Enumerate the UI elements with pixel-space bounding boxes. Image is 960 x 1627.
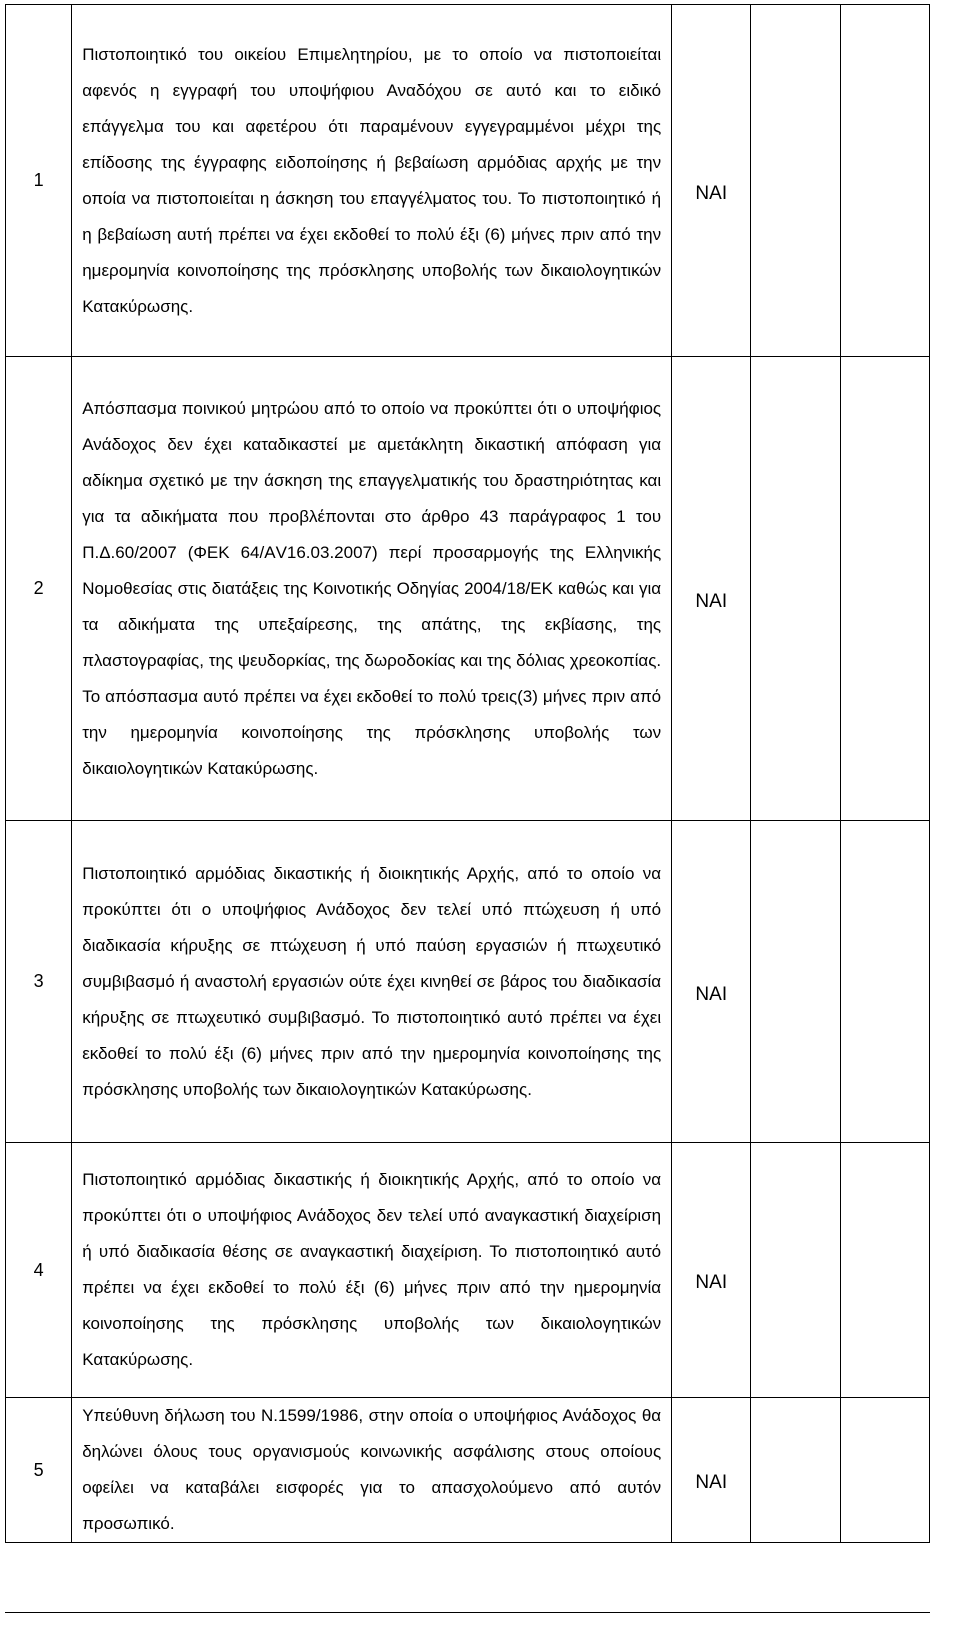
row-number: 4 [33,1259,44,1280]
empty-cell [751,357,840,821]
table-row [6,1143,930,1398]
empty-cell [751,5,840,357]
row-number: 3 [33,971,44,991]
answer-cell [672,1398,751,1543]
requirement-text: Πιστοποιητικό αρμόδιας δικαστικής ή διοικητικής Αρχής, από το οποίο να προκύπτει ότι ο υποψήφιος Ανάδοχος δεν τελεί υπό πτώχευση ή υπό διαδικασία κήρυξης σε πτώχευση ή υπό παύση εργασιών ή πτωχευτικό συμβιβασμό ή αναστολή εργασιών ούτε έχει κινηθεί σε βάρος του διαδικασία κήρυξης σε πτωχευτικό συμβιβασμό. Το πιστοποιητικό αυτό πρέπει να έχει εκδοθεί το πολύ έξι (6) μήνες πριν από την ημερομηνία κοινοποίησης της πρόσκλησης υποβολής των δικαιολογητικών Κατακύρωσης. [82,863,662,1099]
row-number-cell [6,5,72,357]
requirement-cell [72,357,672,821]
requirement-cell [72,821,672,1143]
answer-cell [672,1143,751,1398]
answer-cell [672,357,751,821]
footnote-divider [5,1612,930,1613]
requirement-cell [72,1143,672,1398]
row-number: 2 [33,578,44,598]
empty-cell [751,1398,840,1543]
requirement-text: Υπεύθυνη δήλωση του Ν.1599/1986, στην οποία ο υποψήφιος Ανάδοχος θα δηλώνει όλους τους οργανισμούς κοινωνικής ασφάλισης στους οποίους οφείλει να καταβάλει εισφορές για το απασχολούμενο από αυτόν προσωπικό. [82,1406,662,1533]
requirements-table [5,4,930,1543]
answer-cell [672,5,751,357]
answer-cell [672,821,751,1143]
row-number-cell [6,821,72,1143]
answer-label: ΝΑΙ [695,1272,728,1293]
empty-cell [840,1398,929,1543]
table-row [6,357,930,821]
requirement-text: Πιστοποιητικό του οικείου Επιμελητηρίου, με το οποίο να πιστοποιείται αφενός η εγγραφή του υποψήφιου Αναδόχου σε αυτό και το ειδικό επάγγελμα του και αφετέρου ότι παραμένουν εγγεγραμμένοι μέχρι της επίδοσης της έγγραφης ειδοποίησης ή βεβαίωση αρμόδιας αρχής με την οποία να πιστοποιείται η άσκηση του επαγγέλματος του. Το πιστοποιητικό ή η βεβαίωση αυτή πρέπει να έχει εκδοθεί το πολύ έξι (6) μήνες πριν από την ημερομηνία κοινοποίησης της πρόσκλησης υποβολής των δικαιολογητικών Κατακύρωσης. [82,44,662,316]
empty-cell [751,821,840,1143]
row-number-cell [6,1398,72,1543]
requirement-text: Πιστοποιητικό αρμόδιας δικαστικής ή διοικητικής Αρχής, από το οποίο να προκύπτει ότι ο υποψήφιος Ανάδοχος δεν τελεί υπό αναγκαστική διαχείριση ή υπό διαδικασία θέσης σε αναγκαστική διαχείριση. Το πιστοποιητικό αυτό πρέπει να έχει εκδοθεί το πολύ έξι (6) μήνες πριν από την ημερομηνία κοινοποίησης της πρόσκλησης υποβολής των δικαιολογητικών Κατακύρωσης. [82,1170,662,1369]
empty-cell [840,1143,929,1398]
answer-label: ΝΑΙ [695,590,728,612]
empty-cell [751,1143,840,1398]
empty-cell [840,357,929,821]
answer-label: ΝΑΙ [695,182,728,204]
answer-label: ΝΑΙ [695,1472,728,1493]
requirement-cell [72,5,672,357]
answer-label: ΝΑΙ [695,983,728,1005]
empty-cell [840,821,929,1143]
requirement-text: Απόσπασμα ποινικού μητρώου από το οποίο να προκύπτει ότι ο υποψήφιος Ανάδοχος δεν έχει καταδικαστεί με αμετάκλητη δικαστική απόφαση για αδίκημα σχετικό με την άσκηση της επαγγελματικής του δραστηριότητας και για τα αδικήματα που προβλέπονται στο άρθρο 43 παράγραφος 1 του Π.Δ.60/2007 (ΦΕΚ 64/ΑV16.03.2007) περί προσαρμογής της Ελληνικής Νομοθεσίας στις διατάξεις της Κοινοτικής Οδηγίας 2004/18/ΕΚ καθώς και για τα αδικήματα της υπεξαίρεσης, της απάτης, της εκβίασης, της πλαστογραφίας, της ψευδορκίας, της δωροδοκίας και της δόλιας χρεοκοπίας. Το απόσπασμα αυτό πρέπει να έχει εκδοθεί το πολύ τρεις(3) μήνες πριν από την ημερομηνία κοινοποίησης της πρόσκλησης υποβολής των δικαιολογητικών Κατακύρωσης. [82,398,662,778]
row-number: 1 [33,170,44,190]
row-number-cell [6,357,72,821]
row-number: 5 [33,1459,44,1480]
requirement-cell [72,1398,672,1543]
table-row [6,821,930,1143]
table-row [6,5,930,357]
table-row [6,1398,930,1543]
empty-cell [840,5,929,357]
row-number-cell [6,1143,72,1398]
